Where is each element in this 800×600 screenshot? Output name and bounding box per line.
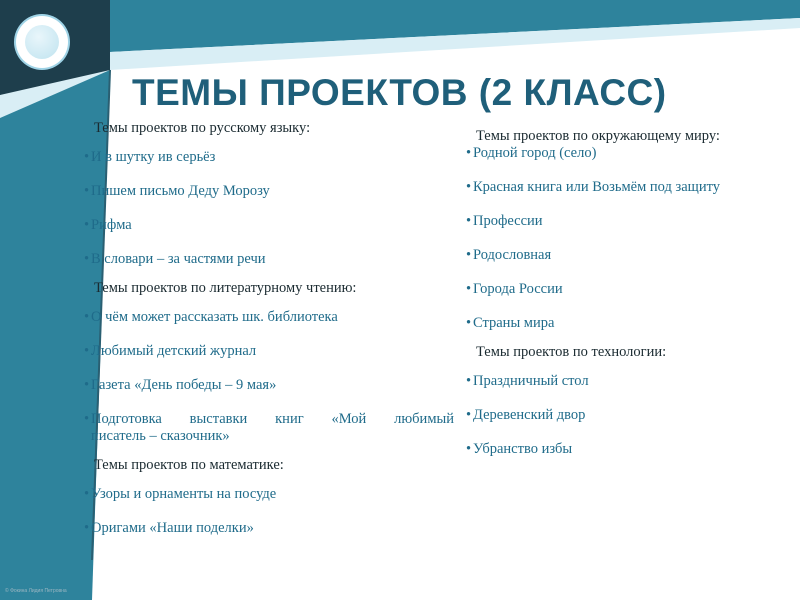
list-item: • Пишем письмо Деду Морозу — [84, 183, 454, 200]
heading-technology: Темы проектов по технологии: — [476, 344, 667, 360]
page-title: ТЕМЫ ПРОЕКТОВ (2 КЛАСС) — [132, 72, 667, 113]
list-item: • И в шутку ив серьёз — [84, 149, 454, 166]
heading-reading: Темы проектов по литературному чтению: — [94, 280, 357, 296]
list-item: • Убранство избы — [466, 441, 776, 458]
list-item: • Рифма — [84, 217, 454, 234]
list-item: • Газета «День победы – 9 мая» — [84, 377, 454, 394]
list-item: • Родословная — [466, 247, 776, 264]
list-item: • Оригами «Наши поделки» — [84, 520, 454, 537]
list-item: • В словари – за частями речи — [84, 251, 454, 268]
exhibition-line-1: Подготовка выставки книг «Мой любимый — [91, 411, 454, 427]
circle-logo-icon — [16, 16, 68, 68]
list-item: • Праздничный стол — [466, 373, 776, 390]
list-item: • О чём может рассказать шк. библиотека — [84, 309, 454, 326]
list-item: • Любимый детский журнал — [84, 343, 454, 360]
left-column — [84, 120, 454, 537]
list-item: • Деревенский двор — [466, 407, 776, 424]
right-column — [466, 128, 776, 458]
list-item: • Родной город (село) — [466, 145, 776, 162]
list-item: • Красная книга или Возьмём под защиту — [466, 179, 776, 196]
list-item: • Города России — [466, 281, 776, 298]
list-item: • Узоры и орнаменты на посуде — [84, 486, 454, 503]
heading-math: Темы проектов по математике: — [94, 457, 284, 473]
heading-world: Темы проектов по окружающему миру: — [476, 128, 720, 144]
footer-credit: © Фокина Лидия Петровна — [5, 588, 67, 594]
list-item-exhibition — [84, 411, 454, 428]
list-item: • Страны мира — [466, 315, 776, 332]
exhibition-line-2: писатель – сказочник» — [91, 428, 230, 444]
heading-russian: Темы проектов по русскому языку: — [94, 120, 311, 136]
list-item-exhibition-cont — [84, 428, 454, 445]
list-item: • Профессии — [466, 213, 776, 230]
